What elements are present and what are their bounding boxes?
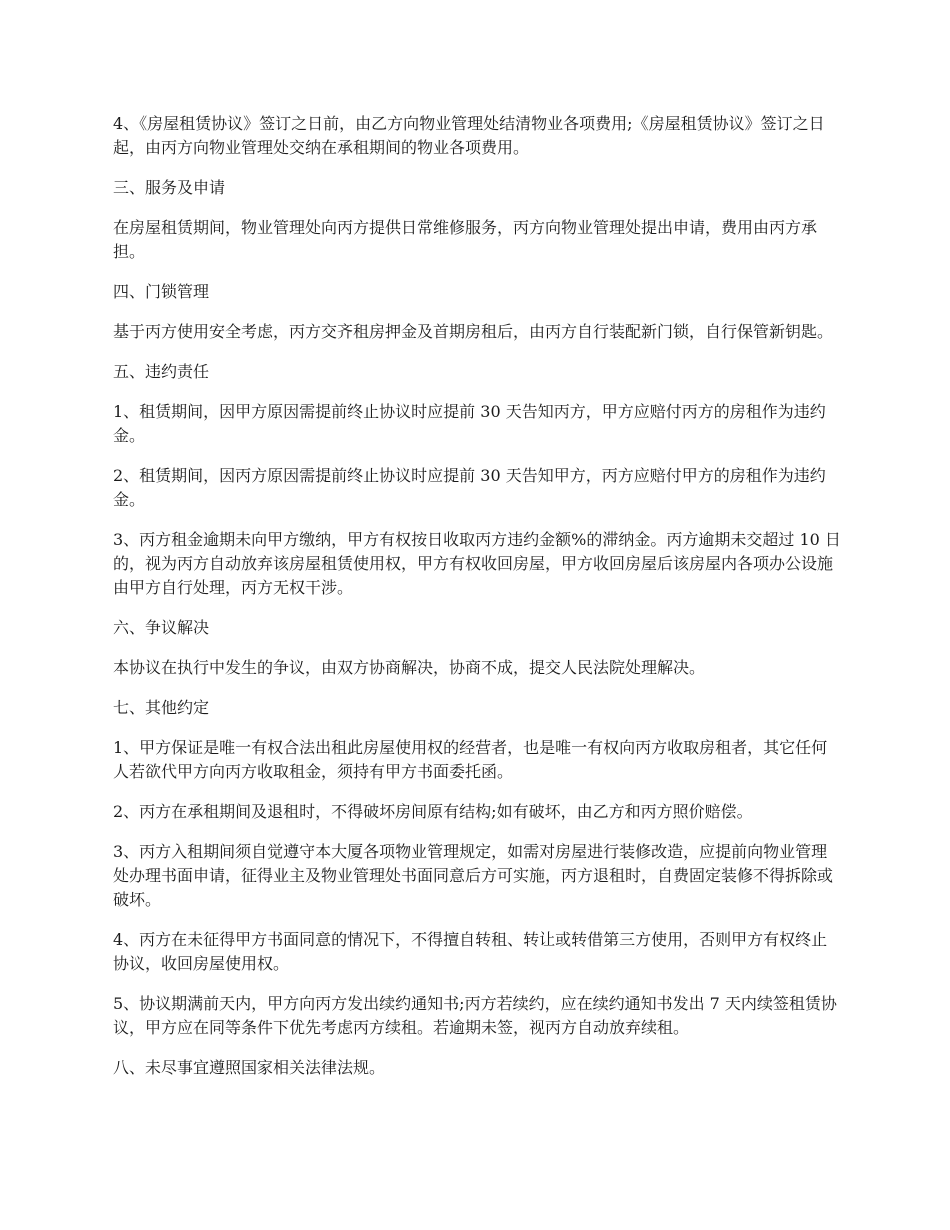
- locks-paragraph: 基于丙方使用安全考虑，丙方交齐租房押金及首期房租后，由丙方自行装配新门锁，自行保管新钥匙。: [113, 322, 834, 341]
- other-clause-5: 5、协议期满前天内，甲方向丙方发出续约通知书;丙方若续约，应在续约通知书发出 7 天内续签租赁协议，甲方应在同等条件下优先考虑丙方续租。若逾期未签，视丙方自动放弃续租。: [113, 994, 837, 1037]
- section-heading-liability: 五、违约责任: [113, 362, 210, 381]
- section-heading-locks: 四、门锁管理: [113, 282, 210, 301]
- other-clause-3: 3、丙方入租期间须自觉遵守本大厦各项物业管理规定，如需对房屋进行装修改造，应提前向物业管理处办理书面申请，征得业主及物业管理处书面同意后方可实施，丙方退租时，自费固定装修不得拆除或破坏。: [113, 842, 834, 909]
- other-clause-1: 1、甲方保证是唯一有权合法出租此房屋使用权的经营者，也是唯一有权向丙方收取房租者，其它任何人若欲代甲方向丙方收取租金，须持有甲方书面委托函。: [113, 738, 828, 781]
- section-heading-misc: 八、未尽事宜遵照国家相关法律法规。: [113, 1058, 386, 1077]
- service-paragraph: 在房屋租赁期间，物业管理处向丙方提供日常维修服务，丙方向物业管理处提出申请，费用由丙方承担。: [113, 218, 818, 261]
- section-heading-disputes: 六、争议解决: [113, 618, 210, 637]
- other-clause-4: 4、丙方在未征得甲方书面同意的情况下，不得擅自转租、转让或转借第三方使用，否则甲方有权终止协议，收回房屋使用权。: [113, 930, 828, 973]
- section-heading-service: 三、服务及申请: [113, 178, 226, 197]
- section-heading-other: 七、其他约定: [113, 698, 210, 717]
- document-page: [113, 112, 843, 1096]
- liability-clause-3: 3、丙方租金逾期未向甲方缴纳，甲方有权按日收取丙方违约金额%的滞纳金。丙方逾期未交超过 10 日的，视为丙方自动放弃该房屋租赁使用权，甲方有权收回房屋，甲方收回房屋后该房屋内各项办公设施由甲方自行处理，丙方无权干涉。: [113, 530, 841, 597]
- other-clause-2: 2、丙方在承租期间及退租时，不得破坏房间原有结构;如有破坏，由乙方和丙方照价赔偿。: [113, 802, 753, 821]
- disputes-paragraph: 本协议在执行中发生的争议，由双方协商解决，协商不成，提交人民法院处理解决。: [113, 658, 706, 677]
- liability-clause-1: 1、租赁期间，因甲方原因需提前终止协议时应提前 30 天告知丙方，甲方应赔付丙方的房租作为违约金。: [113, 402, 826, 445]
- clause-4-property-fees: 4、《房屋租赁协议》签订之日前，由乙方向物业管理处结清物业各项费用;《房屋租赁协议》签订之日起，由丙方向物业管理处交纳在承租期间的物业各项费用。: [113, 114, 825, 157]
- liability-clause-2: 2、租赁期间，因丙方原因需提前终止协议时应提前 30 天告知甲方，丙方应赔付甲方的房租作为违约金。: [113, 466, 826, 509]
